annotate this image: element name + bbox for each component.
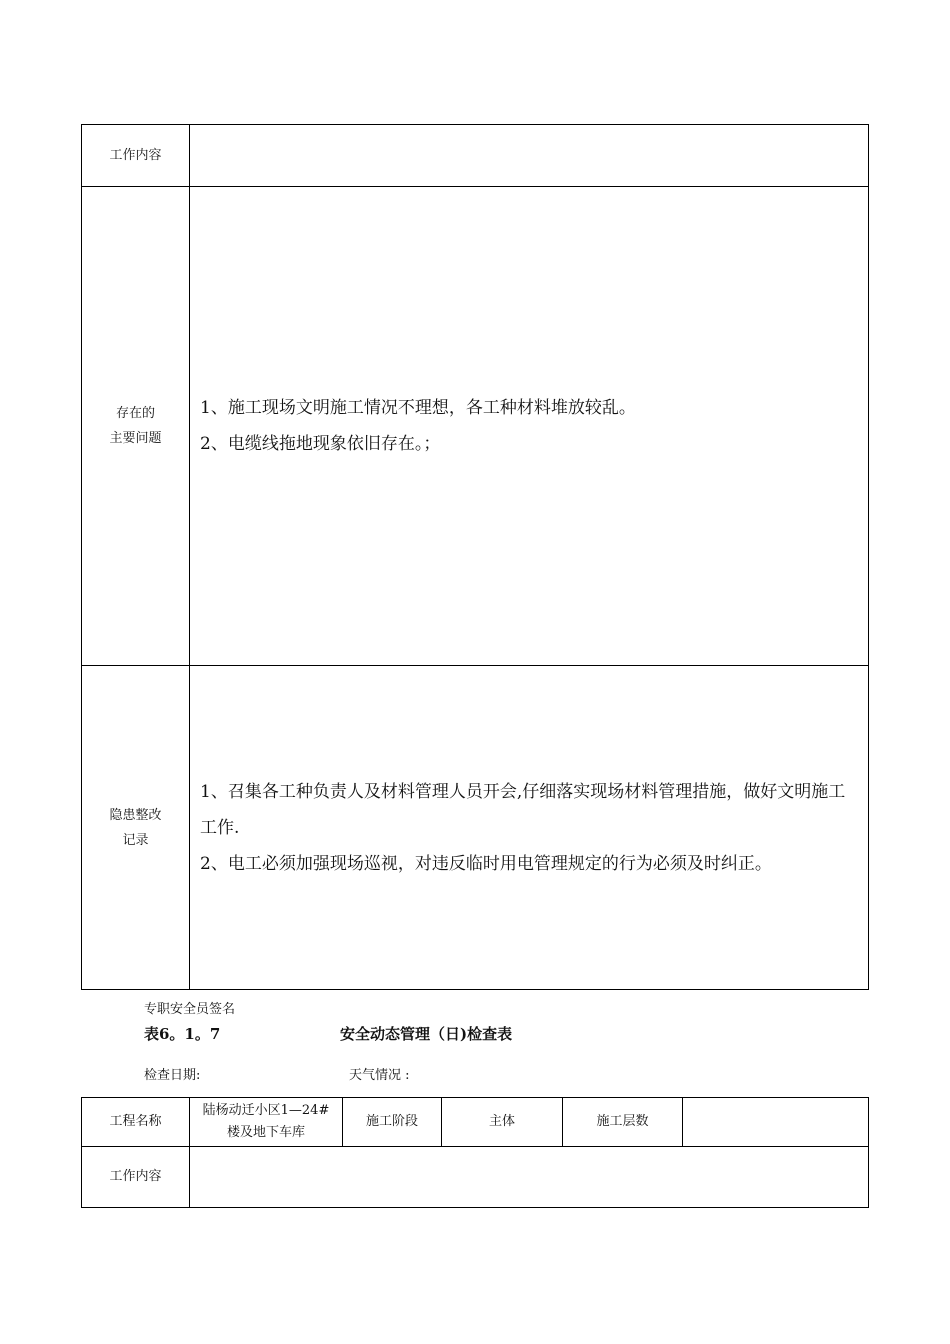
- inspection-date-label: 检查日期:: [144, 1068, 201, 1083]
- project-name-label: 工程名称: [82, 1098, 190, 1146]
- problems-label-line2: 主要问题: [109, 430, 162, 446]
- table-number: 表6。1。7: [144, 1025, 221, 1043]
- form-title: 安全动态管理（日)检查表: [340, 1025, 513, 1043]
- rectification-label-line1: 隐患整改: [109, 807, 162, 823]
- rectification-label-line2: 记录: [122, 832, 149, 848]
- problems-label-line1: 存在的: [115, 405, 155, 421]
- safety-officer-signature-label: 专职安全员签名: [144, 1002, 236, 1017]
- project-name-value: [190, 1098, 343, 1146]
- problems-cell: [190, 186, 868, 665]
- construction-stage-label: 施工阶段: [343, 1098, 442, 1146]
- problems-label: [82, 186, 190, 665]
- problem-item: 1、施工现场文明施工情况不理想，各工种材料堆放较乱。: [200, 397, 636, 418]
- project-name-line2: 楼及地下车库: [226, 1125, 305, 1140]
- work-content-cell: [190, 125, 868, 186]
- work-content-label-2: 工作内容: [82, 1146, 190, 1207]
- rectification-item: 2、电工必须加强现场巡视，对违反临时用电管理规定的行为必须及时纠正。: [200, 853, 772, 874]
- construction-stage-value: 主体: [442, 1098, 563, 1146]
- work-content-row: [82, 125, 868, 187]
- weather-label: 天气情况 :: [349, 1068, 410, 1083]
- project-info-row: [82, 1098, 868, 1147]
- rectification-row: [82, 666, 868, 989]
- inspection-record-table: [81, 124, 869, 990]
- problems-row: [82, 186, 868, 666]
- floor-count-label: 施工层数: [563, 1098, 683, 1146]
- rectification-label: [82, 666, 190, 989]
- project-name-line1: 陆杨动迁小区1—24#: [202, 1103, 330, 1118]
- rectification-cell: [190, 666, 868, 989]
- rectification-item: 1、召集各工种负责人及材料管理人员开会,仔细落实现场材料管理措施，做好文明施工工作.: [200, 781, 846, 838]
- problem-item: 2、电缆线拖地现象依旧存在。；: [200, 433, 441, 454]
- work-content-label-text: 工作内容: [109, 148, 162, 163]
- work-content-label: [82, 125, 190, 186]
- work-content-row-2: [82, 1146, 868, 1207]
- floor-count-value: [683, 1098, 868, 1146]
- daily-check-table: [81, 1097, 869, 1208]
- work-content-value-2: [190, 1146, 868, 1207]
